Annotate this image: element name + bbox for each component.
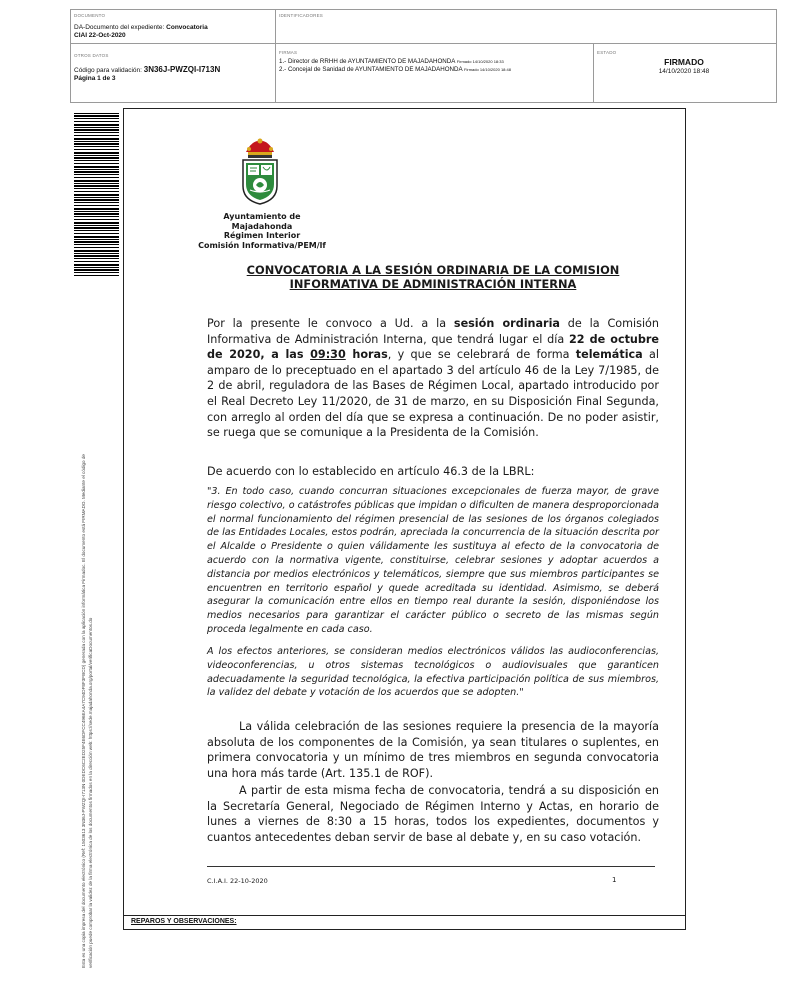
documento-cell [71, 10, 276, 44]
firma-2: 2.- Concejal de Sanidad de AYUNTAMIENTO DE MAJADAHONDA Firmado 14/10/2020 18:48 [279, 66, 511, 73]
firmas-label: FIRMAS [279, 50, 298, 55]
documento-line1: DA-Documento del expediente: Convocatoria [74, 24, 208, 31]
documento-line2: CIAI 22-Oct-2020 [74, 32, 126, 39]
estado-date: 14/10/2020 18:48 [658, 68, 710, 75]
signature-header-table [70, 9, 777, 103]
side-verification-text-1: Esta es una copia impresa del documento electrónico (Ref: 1503613 3N36J-PWZQI-I713N 0DEDC6C2ED25F4E6DFCC496EA4A7C94DF8F3FBCD) generada con la aplicación informática Firmadoc. El documento está FIRMADO. Mediante el código de [81, 454, 86, 968]
firma-1: 1.- Director de RRHH de AYUNTAMIENTO DE MAJADAHONDA Firmado 14/10/2020 18:33 [279, 58, 504, 65]
quote-paragraph-1: "3. En todo caso, cuando concurran situaciones excepcionales de fuerza mayor, de grave riesgo colectivo, o catástrofes públicas que impidan o dificulten de manera desproporcionada el normal funcionamiento del régimen presencial de las sesiones de los órganos colegiados de las Entidades Locales, estos podrán, apreciada la concurrencia de la situación descrita por el Alcalde o Presidente o quien válidamente les sustituya al efecto de la convocatoria de acuerdo con la normativa vigente, constituirse, celebrar sesiones y adoptar acuerdos a distancia por medios electrónicos y telemáticos, siempre que sus miembros participantes se encuentren en territorio español y quede acreditada su identidad. Asimismo, se deberá asegurar la comunicación entre ellos en tiempo real durante la sesión, disponiéndose los medios necesarios para garantizar el carácter público o secreto de las mismas según proceda legalmente en cada caso. [207, 486, 659, 635]
letterhead [192, 212, 332, 250]
document-title-line-1: CONVOCATORIA A LA SESIÓN ORDINARIA DE LA COMISION [246, 263, 620, 277]
estado-label: ESTADO [597, 50, 617, 55]
estado-value: FIRMADO [664, 57, 704, 67]
otros-datos-label: OTROS DATOS [74, 53, 109, 58]
identificadores-label: IDENTIFICADORES [279, 13, 324, 18]
footer-reference: C.I.A.I. 22-10-2020 [207, 877, 268, 885]
estado-cell [594, 44, 776, 102]
paragraph-quorum: La válida celebración de las sesiones requiere la presencia de la mayoría absoluta de los componentes de la Comisión, ya sean titulares o suplentes, en primera convocatoria y un mínimo de tres miembros en segunda convocatoria una hora más tarde (Art. 135.1 de ROF). [207, 720, 659, 780]
footer-divider [207, 866, 655, 867]
validation-code: Código para validación: 3N36J-PWZQI-I713N [74, 65, 221, 74]
paragraph-documentation: A partir de esta misma fecha de convocatoria, tendrá a su disposición en la Secretaría General, Negociado de Régimen Interno y Actas, en horario de lunes a viernes de 8:30 a 15 horas, todos los expedientes, documentos y cuantos antecedentes deban servir de base al debate y, en su caso votación. [207, 784, 659, 844]
letterhead-line-2: Régimen Interior [223, 231, 301, 241]
page-count: Página 1 de 3 [74, 75, 116, 82]
quote-paragraph-2: A los efectos anteriores, se consideran medios electrónicos válidos las audioconferencias, videoconferencias, u otros sistemas tecnológicos o audiovisuales que garanticen adecuadamente la seguridad tecnológica, la efectiva participación política de sus miembros, la validez del debate y votación de los acuerdos que se adopten." [207, 646, 659, 699]
firmas-cell [276, 44, 594, 102]
document-title-line-2: INFORMATIVA DE ADMINISTRACIÓN INTERNA [289, 277, 577, 291]
reparos-box [123, 916, 686, 930]
otros-datos-cell [71, 44, 276, 102]
paragraph-lbrl-intro: De acuerdo con lo establecido en artículo 46.3 de la LBRL: [207, 465, 535, 478]
reparos-label: REPAROS Y OBSERVACIONES: [131, 918, 237, 925]
coat-of-arms-logo [238, 138, 282, 206]
paragraph-convocatoria: Por la presente le convoco a Ud. a la sesión ordinaria de la Comisión Informativa de Administración Interna, que tendrá lugar el día 22 de octubre de 2020, a las 09:30 horas, y que se celebrará de forma telemática al amparo de lo preceptuado en el apartado 3 del artículo 46 de la Ley 7/1985, de 2 de abril, reguladora de las Bases de Régimen Local, apartado introducido por el Real Decreto Ley 11/2020, de 31 de marzo, en su Disposición Final Segunda, con arreglo al orden del día que se expresa a continuación. De no poder asistir, se ruega que se comunique a la Presidenta de la Comisión. [207, 317, 659, 440]
documento-label: DOCUMENTO [74, 13, 106, 18]
letterhead-line-3: Comisión Informativa/PEM/lf [198, 240, 326, 250]
letterhead-line-1: Ayuntamiento de Majadahonda [223, 212, 301, 231]
side-verification-text-2: verificación puede comprobar la validez de la firma electrónica de los documentos firmados en la dirección web: https://sede.majadahonda.org/portal/verificaDocumentos.do [88, 617, 93, 968]
identificadores-cell [276, 10, 776, 44]
barcode [74, 113, 119, 276]
footer-page-number: 1 [612, 876, 617, 884]
